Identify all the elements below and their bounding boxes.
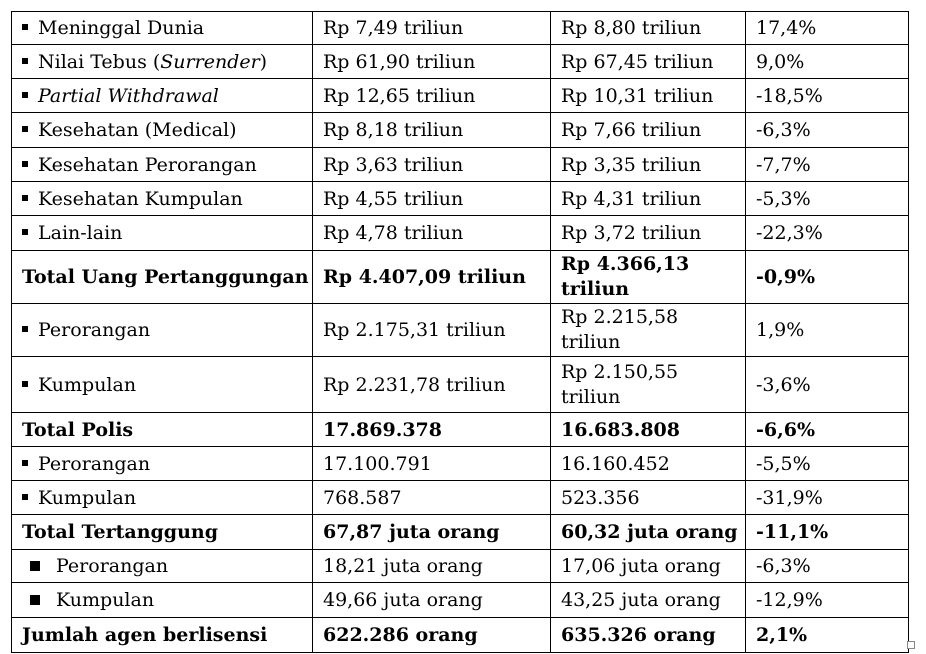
value-cell: Rp 2.231,78 triliun: [313, 357, 551, 413]
value-cell: 16.160.452: [551, 447, 746, 481]
bullet-icon: [22, 494, 28, 500]
row-label-cell: [12, 413, 313, 447]
row-label: Kesehatan Perorangan: [38, 153, 257, 176]
value-cell: 635.326 orang: [551, 618, 746, 653]
table-row: [12, 550, 909, 583]
table-row-total: [12, 413, 909, 447]
value-cell: 43,25 juta orang: [551, 583, 746, 618]
value-cell: Rp 4,31 triliun: [551, 182, 746, 216]
percent-change-cell: -6,3%: [746, 550, 909, 583]
table-row: [12, 45, 909, 79]
percent-change-cell: -6,3%: [746, 113, 909, 148]
value-cell: 523.356: [551, 481, 746, 515]
value-cell: 18,21 juta orang: [313, 550, 551, 583]
row-label-cell: [12, 148, 313, 182]
row-label-cell: [12, 618, 313, 653]
insurance-stats-table: [11, 11, 909, 653]
bullet-icon: [22, 195, 28, 201]
value-cell: Rp 12,65 triliun: [313, 79, 551, 113]
percent-change-cell: 17,4%: [746, 12, 909, 45]
table-row: [12, 357, 909, 413]
table-row: [12, 583, 909, 618]
table-row: [12, 481, 909, 515]
value-cell: 60,32 juta orang: [551, 515, 746, 550]
row-label: Jumlah agen berlisensi: [22, 624, 268, 646]
value-cell: 67,87 juta orang: [313, 515, 551, 550]
row-label-cell: [12, 515, 313, 550]
value-cell: Rp 7,66 triliun: [551, 113, 746, 148]
value-cell: Rp 8,80 triliun: [551, 12, 746, 45]
percent-change-cell: -7,7%: [746, 148, 909, 182]
table-row-total: [12, 251, 909, 304]
row-label: Kumpulan: [38, 486, 137, 509]
value-cell: 622.286 orang: [313, 618, 551, 653]
value-cell: 49,66 juta orang: [313, 583, 551, 618]
value-cell: Rp 4.407,09 triliun: [313, 251, 551, 304]
bullet-icon: [30, 595, 40, 605]
value-cell: 17.869.378: [313, 413, 551, 447]
value-cell: Rp 10,31 triliun: [551, 79, 746, 113]
percent-change-cell: 2,1%: [746, 618, 909, 653]
row-label-cell: [12, 216, 313, 251]
row-label-cell: [12, 251, 313, 304]
value-cell: 768.587: [313, 481, 551, 515]
bullet-icon: [22, 229, 28, 235]
table-row: [12, 182, 909, 216]
row-label-suffix: ): [259, 50, 268, 73]
percent-change-cell: -12,9%: [746, 583, 909, 618]
table-row: [12, 304, 909, 357]
row-label: Lain-lain: [38, 222, 123, 244]
table-row: [12, 12, 909, 45]
row-label: [38, 51, 267, 73]
row-label: Kumpulan: [56, 589, 155, 611]
value-cell: Rp 3,35 triliun: [551, 148, 746, 182]
percent-change-cell: 1,9%: [746, 304, 909, 357]
value-cell: 17,06 juta orang: [551, 550, 746, 583]
value-cell: Rp 2.175,31 triliun: [313, 304, 551, 357]
row-label-cell: [12, 357, 313, 413]
row-label-cell: [12, 583, 313, 618]
percent-change-cell: -22,3%: [746, 216, 909, 251]
value-cell: Rp 67,45 triliun: [551, 45, 746, 79]
table-resize-handle[interactable]: [907, 641, 915, 649]
table-row-total: [12, 618, 909, 653]
row-label: Kesehatan Kumpulan: [38, 187, 243, 210]
percent-change-cell: -18,5%: [746, 79, 909, 113]
row-label-prefix: Nilai Tebus (: [38, 50, 161, 73]
percent-change-cell: -6,6%: [746, 413, 909, 447]
value-cell: Rp 8,18 triliun: [313, 113, 551, 148]
row-label: Kesehatan (Medical): [38, 119, 237, 141]
value-cell: 16.683.808: [551, 413, 746, 447]
row-label: Total Tertanggung: [22, 521, 218, 543]
row-label-cell: [12, 304, 313, 357]
row-label-cell: [12, 550, 313, 583]
value-cell: Rp 2.215,58 triliun: [551, 304, 746, 357]
percent-change-cell: -31,9%: [746, 481, 909, 515]
row-label-cell: [12, 182, 313, 216]
bullet-icon: [22, 126, 28, 132]
row-label-cell: [12, 447, 313, 481]
value-cell: Rp 4.366,13 triliun: [551, 251, 746, 304]
bullet-icon: [22, 326, 28, 332]
value-cell: Rp 2.150,55 triliun: [551, 357, 746, 413]
bullet-icon: [22, 460, 28, 466]
bullet-icon: [22, 381, 28, 387]
bullet-icon: [22, 161, 28, 167]
row-label: Perorangan: [56, 555, 169, 577]
row-label-cell: [12, 113, 313, 148]
row-label: Kumpulan: [38, 373, 137, 396]
bullet-icon: [22, 58, 28, 64]
row-label-cell: [12, 481, 313, 515]
table-row-total: [12, 515, 909, 550]
percent-change-cell: -11,1%: [746, 515, 909, 550]
percent-change-cell: -3,6%: [746, 357, 909, 413]
row-label: Perorangan: [38, 319, 151, 341]
table-row: [12, 216, 909, 251]
percent-change-cell: -5,5%: [746, 447, 909, 481]
table-row: [12, 447, 909, 481]
percent-change-cell: -5,3%: [746, 182, 909, 216]
row-label: Perorangan: [38, 452, 151, 475]
bullet-icon: [30, 561, 40, 571]
value-cell: 17.100.791: [313, 447, 551, 481]
value-cell: Rp 4,55 triliun: [313, 182, 551, 216]
table-row: [12, 148, 909, 182]
row-label: Partial Withdrawal: [38, 84, 219, 107]
value-cell: Rp 61,90 triliun: [313, 45, 551, 79]
row-label-cell: [12, 79, 313, 113]
bullet-icon: [22, 92, 28, 98]
row-label: Total Polis: [22, 418, 134, 441]
row-label-cell: [12, 12, 313, 45]
row-label: Meninggal Dunia: [38, 17, 205, 39]
row-label-italic: Surrender: [160, 50, 260, 73]
percent-change-cell: 9,0%: [746, 45, 909, 79]
value-cell: Rp 3,63 triliun: [313, 148, 551, 182]
table-row: [12, 113, 909, 148]
row-label: Total Uang Pertanggungan: [22, 266, 309, 288]
value-cell: Rp 3,72 triliun: [551, 216, 746, 251]
value-cell: Rp 7,49 triliun: [313, 12, 551, 45]
value-cell: Rp 4,78 triliun: [313, 216, 551, 251]
bullet-icon: [22, 24, 28, 30]
percent-change-cell: -0,9%: [746, 251, 909, 304]
row-label-cell: [12, 45, 313, 79]
table-row: [12, 79, 909, 113]
